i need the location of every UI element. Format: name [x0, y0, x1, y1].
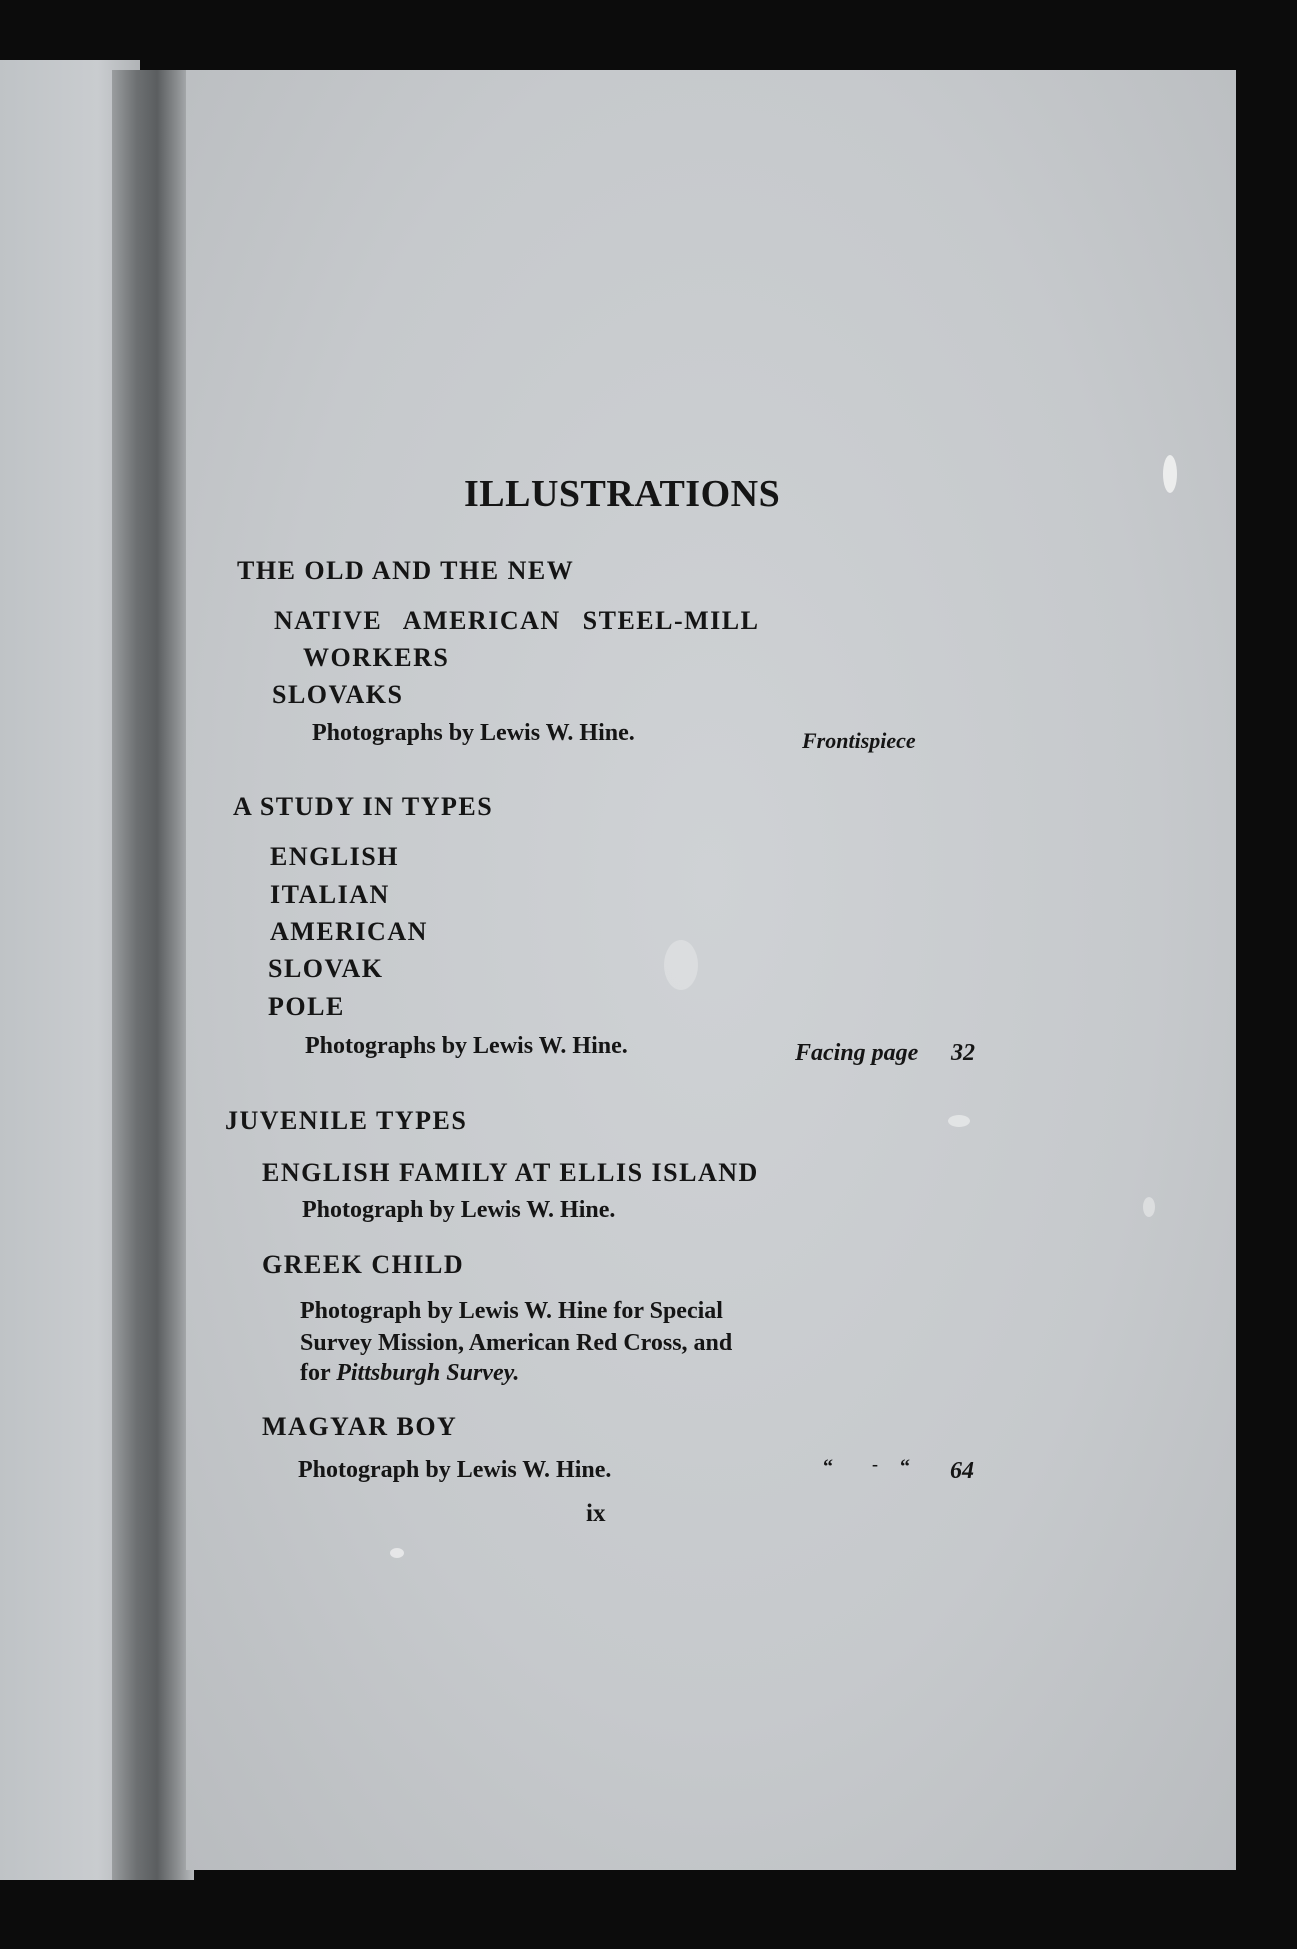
photo-credit: Photographs by Lewis W. Hine. [312, 720, 635, 746]
dust-speck [390, 1548, 404, 1558]
photo-credit: Photographs by Lewis W. Hine. [305, 1033, 628, 1059]
list-item: WORKERS [303, 643, 450, 672]
dust-speck [1143, 1197, 1155, 1217]
dust-speck [948, 1115, 970, 1127]
list-item: NATIVE AMERICAN STEEL-MILL [274, 606, 760, 635]
photo-credit-line: Survey Mission, American Red Cross, and [300, 1330, 733, 1356]
list-item: AMERICAN [270, 917, 428, 946]
list-item: ITALIAN [270, 880, 390, 909]
page-number-ref: 32 [951, 1040, 975, 1066]
subsection-title: MAGYAR BOY [262, 1412, 458, 1441]
ditto-mark: “ [900, 1456, 910, 1478]
photo-credit: Photograph by Lewis W. Hine. [298, 1457, 612, 1483]
section-heading: JUVENILE TYPES [225, 1106, 468, 1135]
book-gutter [112, 70, 194, 1880]
list-item: SLOVAKS [272, 680, 404, 709]
publication-title: Pittsburgh Survey. [336, 1360, 520, 1386]
section-heading: THE OLD AND THE NEW [237, 556, 575, 585]
page-number: ix [586, 1500, 606, 1527]
credit-prefix: for [300, 1360, 337, 1386]
page-number-ref: 64 [950, 1458, 974, 1484]
photo-credit-line: Photograph by Lewis W. Hine for Special [300, 1298, 723, 1324]
ditto-mark: “ [823, 1456, 833, 1478]
ditto-dash: - [872, 1454, 878, 1474]
subsection-title: ENGLISH FAMILY AT ELLIS ISLAND [262, 1158, 759, 1187]
dust-speck [664, 940, 698, 990]
list-item: ENGLISH [270, 842, 399, 871]
subsection-title: GREEK CHILD [262, 1250, 465, 1279]
photo-credit: Photograph by Lewis W. Hine. [302, 1197, 616, 1223]
page-location: Frontispiece [802, 728, 916, 753]
photo-credit-line [300, 1360, 519, 1387]
page-location: Facing page [795, 1040, 919, 1066]
page-title: ILLUSTRATIONS [464, 473, 781, 515]
list-item: SLOVAK [268, 954, 384, 983]
section-heading: A STUDY IN TYPES [233, 792, 494, 821]
dust-speck [1163, 455, 1177, 493]
list-item: POLE [268, 992, 345, 1021]
